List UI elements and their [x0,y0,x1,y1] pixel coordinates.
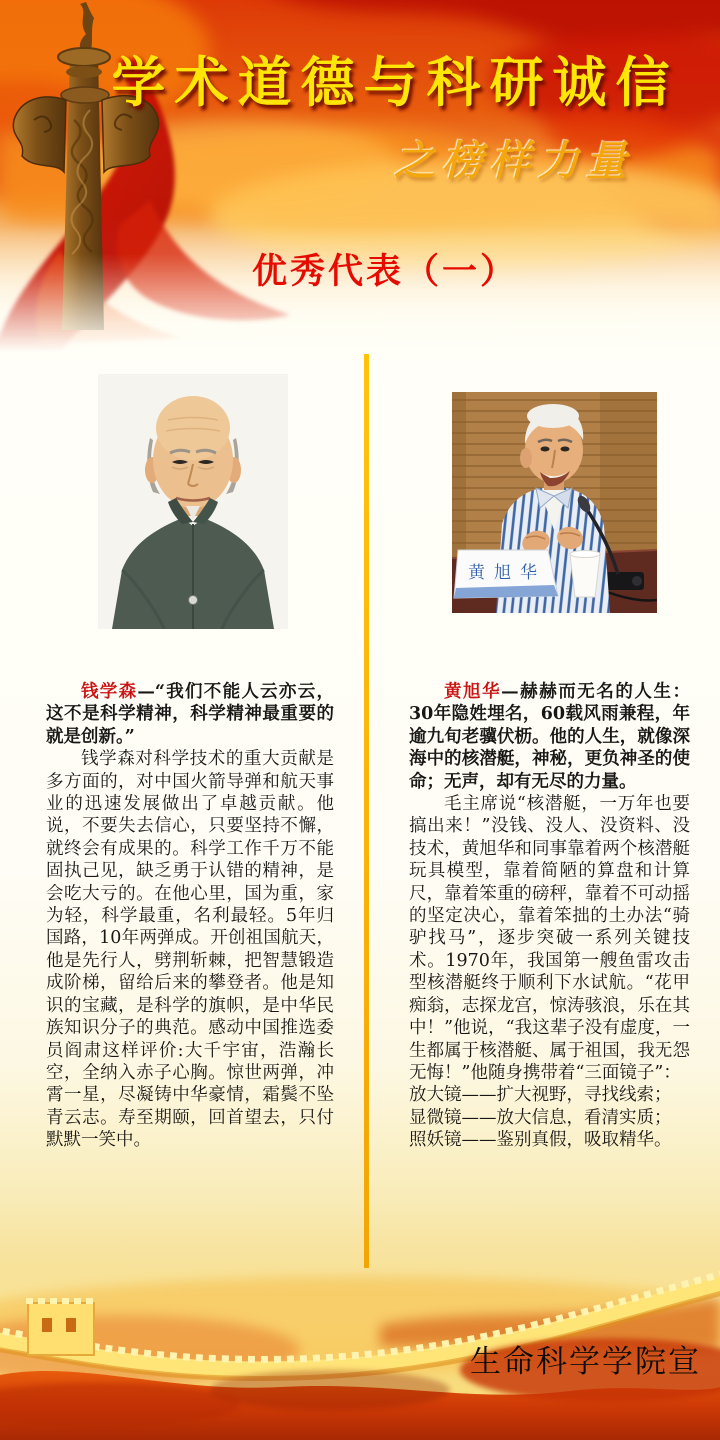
qian-xuesen-name: 钱学森 [81,682,138,702]
section-title: 优秀代表（一） [251,252,518,292]
qian-xuesen-text-column [46,681,334,1152]
huang-xuhua-intro-text: —赫赫而无名的人生：30年隐姓埋名，60载风雨兼程，年逾九旬老骥伏枥。他的人生，就像深海中的核潜艇，神秘，更负神圣的使命；无声，却有无尽的力量。 [409,682,690,792]
mirror-line-magnifier: 放大镜——扩大视野，寻找线索； [409,1085,672,1106]
qian-xuesen-quote [46,681,334,748]
name-card-text: 黄旭华 [468,563,546,583]
huang-xuhua-text-column [409,681,690,1152]
huang-xuhua-photo [452,392,657,613]
huang-xuhua-bio: 毛主席说“核潜艇，一万年也要搞出来！”没钱、没人、没资料、没技术，黄旭华和同事靠着两个核潜艇玩具模型，靠着简陋的算盘和计算尺，靠着笨重的磅秤，靠着不可动摇的坚定决心，靠着笨拙的土办法“骑驴找马”，逐步突破一系列关键技术。1970年，我国第一艘鱼雷攻击型核潜艇终于顺利下水试航。“花甲痴翁，志探龙宫，惊涛骇浪，乐在其中！”他说，“我这辈子没有虚度，一生都属于核潜艇、属于祖国，我无怨无悔！”他随身携带着“三面镜子”： [409,794,690,1083]
poster-subtitle: 之榜样力量 [394,137,634,185]
qian-xuesen-photo [98,374,288,629]
qian-xuesen-quote-text: —“我们不能人云亦云，这不是科学精神，科学精神最重要的就是创新。” [46,682,334,747]
column-divider-rule [364,354,369,1268]
poster-title: 学术道德与科研诚信 [111,51,679,114]
mirror-line-demon-mirror: 照妖镜——鉴别真假，吸取精华。 [409,1130,672,1151]
huang-xuhua-intro [409,681,690,793]
mirror-line-microscope: 显微镜——放大信息，看清实质； [409,1107,672,1128]
qian-xuesen-bio: 钱学森对科学技术的重大贡献是多方面的，对中国火箭导弹和航天事业的迅速发展做出了卓越贡献。他说，不要失去信心，只要坚持不懈，就终会有成果的。科学工作千万不能固执己见，缺乏勇于认错的精神，是会吃大亏的。在他心里，国为重，家为轻，科学最重，名利最轻。5年归国路，10年两弹成。开创祖国航天，他是先行人，劈荆斩棘，把智慧锻造成阶梯，留给后来的攀登者。他是知识的宝藏，是科学的旗帜，是中华民族知识分子的典范。感动中国推选委员阎肃这样评价:大千宇宙，浩瀚长空，全纳入赤子心胸。惊世两弹，冲霄一星，尽凝铸中华豪情，霜鬓不坠青云志。寿至期颐，回首望去，只付默默一笑中。 [46,749,334,1151]
huang-xuhua-name: 黄旭华 [444,682,502,702]
publisher-signature: 生命科学学院宣 [470,1344,701,1380]
